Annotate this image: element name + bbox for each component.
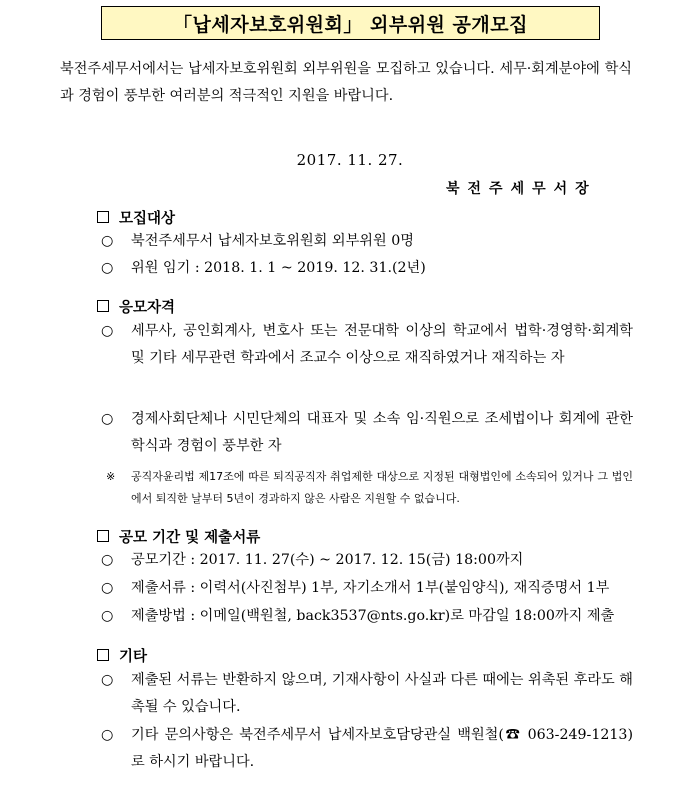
circle-bullet-icon: ○ [101, 727, 114, 743]
section-heading-qualifications [97, 294, 175, 318]
circle-bullet-icon: ○ [101, 233, 114, 249]
section-heading-text: 응모자격 [119, 299, 176, 316]
list-item-text: 제출방법 : 이메일(백원철, back3537@nts.go.kr)로 마감일 18:00까지 제출 [131, 608, 615, 624]
list-item [101, 318, 633, 372]
intro-paragraph: 북전주세무서에서는 납세자보호위원회 외부위원을 모집하고 있습니다. 세무·회계분야에 학식과 경험이 풍부한 여러분의 적극적인 지원을 바랍니다. [60, 61, 632, 104]
list-item-text: 공모기간 : 2017. 11. 27(수) ~ 2017. 12. 15(금) 18:00까지 [131, 552, 524, 568]
list-item-text: 제출서류 : 이력서(사진첨부) 1부, 자기소개서 1부(붙임양식), 재직증명서 1부 [131, 580, 610, 596]
list-item [101, 255, 633, 282]
section-heading-text: 모집대상 [119, 210, 176, 227]
list-item-text: 북전주세무서 납세자보호위원회 외부위원 0명 [131, 233, 414, 249]
circle-bullet-icon: ○ [101, 552, 114, 568]
list-item-text: 기타 문의사항은 북전주세무서 납세자보호담당관실 백원철(☎ 063-249-1213)로 하시기 바랍니다. [131, 727, 633, 770]
issuer-signature: 북전주세무서장 [446, 181, 597, 197]
reference-mark-icon: ※ [106, 470, 116, 483]
circle-bullet-icon: ○ [101, 608, 114, 624]
checkbox-square-icon [97, 649, 109, 661]
circle-bullet-icon: ○ [101, 411, 114, 427]
list-item [101, 575, 633, 602]
circle-bullet-icon: ○ [101, 580, 114, 596]
list-item-text: 제출된 서류는 반환하지 않으며, 기재사항이 사실과 다른 때에는 위촉된 후라도 해촉될 수 있습니다. [131, 672, 633, 715]
section-heading-period-documents [97, 524, 260, 548]
checkbox-square-icon [97, 300, 109, 312]
list-item [101, 228, 633, 255]
footnote [101, 466, 633, 510]
list-item [101, 547, 633, 574]
list-item [101, 406, 633, 460]
list-item-text: 세무사, 공인회계사, 변호사 또는 전문대학 이상의 학교에서 법학·경영학·회계학 및 기타 세무관련 학과에서 조교수 이상으로 재직하였거나 재직하는 자 [131, 323, 633, 366]
list-item-text: 경제사회단체나 시민단체의 대표자 및 소속 임·직원으로 조세법이나 회계에 관한 학식과 경험이 풍부한 자 [131, 411, 633, 454]
footnote-text: 공직자윤리법 제17조에 따른 퇴직공직자 취업제한 대상으로 지정된 대형법인에 소속되어 있거나 그 법인에서 퇴직한 날부터 5년이 경과하지 않은 사람은 지원할 수 없습니다. [131, 470, 633, 505]
checkbox-square-icon [97, 530, 109, 542]
list-item [101, 722, 633, 776]
notice-title: 「납세자보호위원회」 외부위원 공개모집 [101, 6, 600, 40]
circle-bullet-icon: ○ [101, 672, 114, 688]
section-heading-recruitment-target [97, 205, 175, 229]
section-heading-text: 공모 기간 및 제출서류 [119, 529, 261, 546]
checkbox-square-icon [97, 211, 109, 223]
section-heading-other [97, 643, 147, 667]
section-heading-text: 기타 [119, 648, 148, 665]
circle-bullet-icon: ○ [101, 323, 114, 339]
circle-bullet-icon: ○ [101, 260, 114, 276]
list-item [101, 603, 633, 630]
list-item-text: 위원 임기 : 2018. 1. 1 ~ 2019. 12. 31.(2년) [131, 260, 426, 276]
notice-date: 2017. 11. 27. [296, 151, 404, 169]
list-item [101, 667, 633, 721]
